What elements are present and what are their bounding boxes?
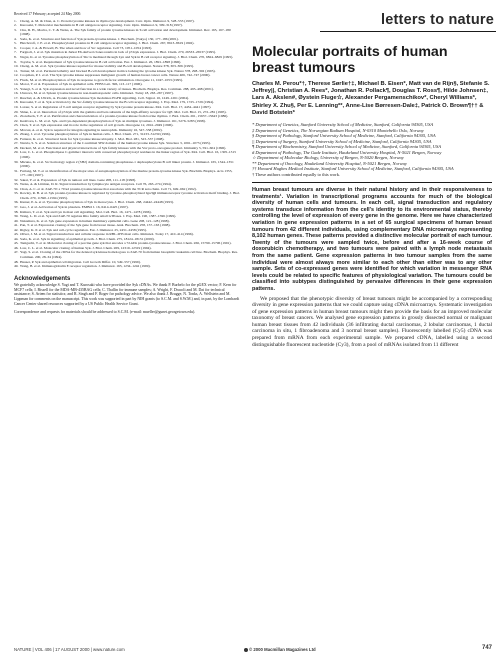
reference-text: Cooper, J. A. & Howell, B. The when and how of Src regulation. Cell 73, 1051–1054 (1993).	[20, 45, 153, 50]
affiliation-item: § Department of Pathology, Stanford University School of Medicine, Stanford, California 94305, USA	[252, 133, 436, 139]
reference-item	[14, 169, 240, 178]
reference-number: 45.	[14, 241, 19, 246]
reference-number: 36.	[14, 200, 19, 205]
reference-number: 44.	[14, 236, 19, 241]
reference-item	[14, 264, 240, 269]
reference-text: Weiss, A. & Littman, D. R. Signal transduction by lymphocyte antigen receptors. Cell 76, 263–274 (1994).	[20, 182, 172, 187]
affiliation-item: ** Department of Oncology, Haukeland University Hospital, N-5021 Bergen, Norway	[252, 160, 407, 166]
footer-publisher	[244, 647, 316, 652]
reference-number: 16.	[14, 91, 19, 96]
reference-number: 5.	[14, 41, 17, 46]
reference-number: 26.	[14, 136, 19, 141]
reference-number: 22.	[14, 118, 19, 123]
reference-number: 13.	[14, 77, 19, 82]
reference-number: 43.	[14, 232, 19, 237]
reference-text: Chu, D. H., Morita, C. T. & Weiss, A. The Syk family of protein tyrosine kinases in T-cell activation and development. Immunol. Rev. 165, 167–180 (1998).	[20, 27, 231, 37]
reference-number: 8.	[14, 54, 17, 59]
article-column	[252, 44, 492, 636]
reference-number: 28.	[14, 145, 19, 150]
reference-text: Gao, J. et al. Activation of Syk in platelets. EMBO J. 16, 6414–6425 (1997).	[20, 205, 129, 210]
reference-number: 11.	[14, 68, 19, 73]
reference-text: Nagai, K. et al. Tyrosine phosphorylation of Shc is mediated through Lyn and Syk in B cell receptor signaling. J. Biol. Chem. 270, 6824–6829 (1995).	[20, 54, 234, 59]
acknowledgements-text: We gratefully acknowledge S. Yagi and T. Kurosaki who have provided the Syk cDNAs. We thank P. Burbelo for the pGEX vector; F. Kern for MCF7 cells; I. Bissell for the MDA-MB-435BAG cells; C. Thallin for immune samples; A. Wright, F. Dracoli and M. Dai for technical assistance; S. Artem for statistics; and R. Singh and F. Roger for pathology advice. We also thank J. Brugge, N. Tonks, A. Wellstein and M. Lippman for comments on the manuscript. This work was supported in part by NIH grants (to S.C.M. and S.W.M.) and, in part, by the Lombardi Cancer Center shared resources supported by a US Public Health Service Grant.	[14, 282, 240, 307]
reference-text: Shiue, L. et al. Interaction of p72syk with the gamma and beta subunits of the high-affinity receptor for IgE. Mol. Cell. Biol. 15, 272–281 (1995).	[20, 109, 227, 114]
reference-text: Cheng, A. M. et al. Syk tyrosine kinase required for mouse viability and B-cell development. Nature 378, 303–306 (1995).	[20, 64, 195, 69]
reference-number: 42.	[14, 227, 19, 232]
reference-text: Deckert, M. et al. Functional and physical interactions of Syk family kinases with the Vav proto-oncogene product. Immunity 5, 591–604 (1996).	[20, 145, 227, 150]
reference-text: Wang, L. D. et al. Syk and ZAP-70 regulate Rho family small GTPases. J. Exp. Med. 190, 1587–1596 (1999).	[20, 214, 177, 219]
reference-number: 21.	[14, 114, 19, 119]
reference-number: 49.	[14, 264, 19, 269]
reference-text: Zioncheck, T. F. et al. Purification and characterization of a protein-tyrosine kinase from bovine thymus. J. Biol. Chem. 261, 15637–15643 (1986).	[20, 114, 229, 119]
reference-number: 39.	[14, 214, 19, 219]
reference-text: Sada, K. et al. Structure and function of Syk protein-tyrosine kinase. J. Biochem. (Tokyo) 130, 177–186 (2001).	[20, 36, 179, 41]
reference-number: 32.	[14, 177, 19, 182]
reference-number: 35.	[14, 191, 19, 196]
reference-text: Hauser, P. Syk and epithelial cell migration. Cell Growth Differ. 10, 549–557 (1999).	[20, 259, 141, 264]
reference-number: 3.	[14, 27, 17, 32]
reference-number: 30.	[14, 159, 19, 164]
reference-number: 33.	[14, 182, 19, 187]
reference-number: 25.	[14, 132, 19, 137]
reference-text: Zhang, J. et al. Tyrosine phosphorylation of Syk in human cells. J. Biol. Chem. 271, 31233–31239 (1996).	[20, 132, 171, 137]
reference-number: 7.	[14, 50, 17, 55]
reference-text: Yanagi, S. et al. Syk expression and novel function in a wide variety of tissues. Biochem. Biophys. Res. Commun. 288, 495–498 (2001).	[20, 86, 214, 91]
reference-text: Sakai, Y. et al. Expression of Syk in tumour cell lines. Gene 208, 111–118 (1998).	[20, 177, 137, 182]
reference-text: Ruschel, A. & Ullrich, A. Protein tyrosine kinase Syk modulates EGFR signalling. Cell. Signal. 16, 1249–1261 (2004).	[20, 95, 189, 100]
reference-text: Hutchcroft, J. E. et al. Phosphorylated proteins in B cell antigen receptor signaling. J. Biol. Chem. 267, 8613–8619 (1992).	[20, 41, 195, 46]
references-column	[14, 12, 240, 634]
reference-text: Turner, M. et al. Perinatal lethality and blocked B-cell development in mice lacking the tyrosine kinase Syk. Nature 378, 298–302 (1995).	[20, 68, 216, 73]
reference-text: Mizuno, K. et al. Src homology region 2 (SH2) domain-containing phosphatase-1 dephosphorylates B cell linker protein. J. Immunol. 165, 1344–1351 (2000).	[20, 159, 234, 169]
reference-item	[14, 150, 240, 159]
reference-number: 17.	[14, 95, 19, 100]
reference-number: 41.	[14, 223, 19, 228]
received-date: Received 17 February; accepted 24 May 2000.	[14, 12, 82, 16]
acknowledgements-heading: Acknowledgements	[14, 275, 71, 282]
reference-text: Rowley, R. B. et al. Syk protein-tyrosine kinase is regulated by tyrosine-phosphorylated Igα/Igβ immunoreceptor tyrosine activation motif binding. J. Biol. Chem. 270, 11590–11594 (1995).	[20, 191, 240, 200]
reference-text: Law, C. L. et al. Molecular cloning of human Syk. J. Biol. Chem. 269, 12310–12319 (1994).	[20, 245, 152, 250]
reference-number: 29.	[14, 150, 19, 155]
reference-text: Kurosaki, T. et al. Syk activation by the Src-family tyrosine kinase in the B cell receptor signaling. J. Exp. Med. 179, 1725–1729 (1994).	[20, 100, 215, 105]
reference-text: Kurosaki, T. Molecular mechanisms in B cell antigen receptor signaling. Curr. Opin. Immunol. 9, 309–318 (1997).	[20, 23, 183, 28]
reference-text: Keshvara, L. M. et al. Syk- and Lyn-dependent phosphorylation of Syk on multiple tyrosines. J. Immunol. 161, 5276–5283 (1998).	[20, 118, 206, 123]
reference-number: 48.	[14, 259, 19, 264]
equal-contribution-note: † These authors contributed equally to this work.	[252, 171, 341, 177]
reference-text: Kiener, P. A. et al. Tyrosine phosphorylation of Syk in monocytes. J. Biol. Chem. 268, 24442–24448 (1993).	[20, 200, 174, 205]
reference-text: Latour, S. et al. Regulation of T-cell antigen receptor signalling by Syk tyrosine protein kinase. Mol. Cell. Biol. 17, 4434–4441 (1997).	[20, 104, 212, 109]
reference-text: Fluck, M. et al. Phosphorylation of Syk in response to growth factor stimulation. Oncogene 11, 1047–1053 (1995).	[20, 77, 184, 82]
reference-text: Nakamura, K. et al. Syk gene expression in human mammary epithelial cells. Gene 208, 121–128 (1998).	[20, 218, 170, 223]
reference-text: Toyabe, S. et al. Requirement of Syk tyrosine kinase in B cell activation. Eur. J. Immunol. 26, 1891–1898 (1996).	[20, 59, 182, 64]
reference-text: Moroi, Y. et al. Expression of Syk in epithelial cells. FEBS Lett. 396, 113–117 (1996).	[20, 82, 143, 87]
reference-number: 12.	[14, 73, 19, 78]
affiliation-item: * Department of Genetics, Stanford University School of Medicine, Stanford, California 94305, USA	[252, 122, 434, 128]
reference-number: 38.	[14, 209, 19, 214]
correspondence-note: Correspondence and requests for materials should be addressed to S.C.M. (e-mail: mueller@gunet.georgetown.edu).	[14, 310, 196, 315]
reference-text: Sada, K. et al. Syk in signalling of epithelial growth. J. Biol. Chem. 275, 18124–18131 (2000).	[20, 236, 155, 241]
reference-number: 47.	[14, 250, 19, 255]
reference-text: Coopman, P. J. et al. The Syk tyrosine kinase suppresses malignant growth of human breast cancer cells. Nature 406, 742–747 (2000).	[20, 73, 211, 78]
reference-text: Kimura, T. et al. Syk and Lyn in mast cell signalling. Mol. Cell. Biol. 16, 1471–1478 (1996).	[20, 209, 152, 214]
page-footer	[14, 645, 492, 655]
reference-number: 6.	[14, 45, 17, 50]
affiliation-item: || Department of Surgery, Stanford University School of Medicine, Stanford, California 94305, USA	[252, 138, 432, 144]
reference-text: Cheng, A. M. & Chan, A. C. Protein tyrosine kinases in thymocyte development. Curr. Opin. Immunol. 9, 528–533 (1997).	[20, 18, 195, 23]
reference-text: Oliver, J. M. et al. Signal transduction and cellular response in RBL-2H3 mast cells. Immunol. Today 17, 410–414 (1996).	[20, 232, 194, 237]
publisher-logo-icon	[244, 648, 248, 652]
divider	[252, 182, 492, 183]
reference-text: Yagi, S. et al. Cloning of the cDNA for the deleted syk kinase homologous to ZAP-70 from human basophilic leukemia cell line. Biochem. Biophys. Res. Commun. 200, 28–34 (1994).	[20, 250, 238, 260]
reference-text: Ulanova, M. et al. Spleen tyrosine kinase in non-haematopoietic cells. Immunol. Today 18, 263–267 (1997).	[20, 91, 174, 96]
reference-item	[14, 250, 240, 259]
reference-text: Fargnoli, J. et al. Syk mutation in Jurkat E6-derived clones results in lack of p72syk expression. J. Biol. Chem. 270, 26533–26537 (1995).	[20, 50, 216, 55]
reference-number: 15.	[14, 86, 19, 91]
section-header	[320, 11, 496, 32]
reference-number: 20.	[14, 109, 19, 114]
reference-text: Narula, S. S. et al. Solution structure of the C-terminal SH2 domain of the human tyrosine kinase Syk. Structure 3, 1061–1073 (1995).	[20, 141, 211, 146]
reference-number: 46.	[14, 245, 19, 250]
reference-number: 14.	[14, 82, 19, 87]
reference-number: 31.	[14, 168, 19, 173]
reference-number: 37.	[14, 205, 19, 210]
reference-item	[14, 160, 240, 169]
affiliation-item: ☆ Department of Molecular Biology, University of Bergen, N-5020 Bergen, Norway	[252, 155, 404, 161]
reference-item	[14, 191, 240, 200]
reference-number: 4.	[14, 36, 17, 41]
reference-number: 23.	[14, 123, 19, 128]
reference-text: Chen, T. et al. Syk expression and its role in the regulation of cell growth. Oncogene 12, 2041–2049 (1996).	[20, 123, 174, 128]
page-number: 747	[481, 645, 492, 651]
footer-publisher-text: © 2000 Macmillan Magazines Ltd	[249, 647, 316, 652]
reference-text: Furlong, M. T. et al. Identification of the major sites of autophosphorylation of the murine protein-tyrosine kinase Syk. Biochim. Biophys. Acta 1355, 177–190 (1997).	[20, 168, 233, 178]
reference-text: Law, C. L. et al. Phospholipase C-gamma1 interacts with conserved phosphotyrosyl residues in the linker region of Syk. Mol. Cell. Biol. 16, 1305–1315 (1996).	[20, 150, 237, 159]
reference-number: 24.	[14, 127, 19, 132]
reference-text: Chan, A. C. et al. ZAP-70: a 70 kd protein-tyrosine kinase that associates with the TCR zeta chain. Cell 71, 649–662 (1992).	[20, 186, 197, 191]
reference-number: 40.	[14, 218, 19, 223]
affiliation-item: †† Howard Hughes Medical Institute, Stanford University School of Medicine, Stanford, California 94305, USA	[252, 166, 454, 172]
reference-text: Futterer, K. et al. Structural basis for Syk tyrosine kinase ubiquity. J. Mol. Biol. 281, 523–537 (1998).	[20, 136, 165, 141]
reference-number: 19.	[14, 104, 19, 109]
affiliation-item: # Department of Pathology, The Gade Institute, Haukeland University Hospital, N-5021 Bergen, Norway	[252, 149, 442, 155]
author-list: Charles M. Perou*†, Therese Sørlie†‡, Michael B. Eisen*, Matt van de Rijn§, Stefanie S. Jeffrey||, Christian A. Rees*, Jonathan R. Pollack¶, Douglas T. Ross¶, Hilde Johnsen‡, Lars A. Akslen#, Øystein Fluge☆, Alexander Pergamenschikov*, Cheryl Williams*, Shirley X. Zhu§, Per E. Lønning**, Anne-Lise Børresen-Dale‡, Patrick O. Brown¶†† & David Botstein*	[252, 81, 490, 116]
section-title: letters to nature	[381, 12, 494, 28]
reference-list	[14, 19, 240, 269]
reference-number: 27.	[14, 141, 19, 146]
affiliation-list	[252, 122, 492, 172]
body-paragraph: We proposed that the phenotypic diversity of breast tumours might be accompanied by a corresponding diversity in gene expression patterns that we could capture using cDNA microarrays. Systematic investigation of gene expression patterns in human breast tumours might then provide the basis for an improved molecular taxonomy of breast cancers. We analysed gene expression patterns in grossly dissected normal or malignant human breast tissues from 42 individuals (36 infiltrating ductal carcinomas, 2 lobular carcinomas, 1 ductal carcinoma in situ, 1 fibroadenoma and 3 normal breast samples). Fluorescently labelled (Cy5) cDNA was prepared from mRNA from each experimental sample. We prepared cDNA, labelled using a second distinguishable fluorescent nucleotide (Cy3), from a pool of mRNAs isolated from 11 different	[252, 295, 492, 348]
footer-journal: NATURE | VOL 406 | 17 AUGUST 2000 | www.nature.com	[14, 647, 125, 652]
reference-text: Wang, B. et al. Immunoglobulin E receptor regulation. J. Immunol. 163, 1234–1242 (1999).	[20, 264, 151, 269]
reference-number: 10.	[14, 64, 19, 69]
abstract: Human breast tumours are diverse in their natural history and in their responsiveness to treatments¹. Variation in transcriptional programs accounts for much of the biological diversity of human cells and tumours. In each cell, signal transduction and regulatory systems transduce information from the cell's identity to its environmental status, thereby controlling the level of expression of every gene in the genome. Here we have characterized variation in gene expression patterns in a set of 65 surgical specimens of human breast tumours from 42 different individuals, using complementary DNA microarrays representing 8,102 human genes. These patterns provided a distinctive molecular portrait of each tumour. Twenty of the tumours were sampled twice, before and after a 16-week course of doxorubicin chemotherapy, and two tumours were paired with a lymph node metastasis from the same patient. Gene expression patterns in two tumour samples from the same individual were almost always more similar to each other than either was to any other sample. Sets of co-expressed genes were identified for which variation in messenger RNA levels could be related to specific features of physiological variation. The tumours could be classified into subtypes distinguished by pervasive differences in their gene expression patterns.	[252, 187, 492, 292]
reference-number: 18.	[14, 100, 19, 105]
reference-number: 1.	[14, 18, 17, 23]
reference-item	[14, 28, 240, 37]
reference-text: Mócsai, A. et al. Syk is required for integrin signaling in neutrophils. Immunity 16, 547–558 (2002).	[20, 127, 163, 132]
reference-text: Taniguchi, T. et al. Molecular cloning of a porcine gene syk that encodes a 72-kDa protein-tyrosine kinase. J. Biol. Chem. 266, 15790–15796 (1991).	[20, 241, 232, 246]
reference-text: Rigley, K. P. et al. Syk and cell-cycle regulation. Eur. J. Immunol. 25, 2451–2458 (1995).	[20, 227, 147, 232]
article-title: Molecular portraits of human breast tumours	[252, 44, 448, 76]
affiliation-item: ‡ Department of Genetics, The Norwegian Radium Hospital, N-0310 Montebello Oslo, Norway	[252, 127, 424, 133]
affiliation-item: ¶ Department of Biochemistry, Stanford University School of Medicine, Stanford, California 94305, USA	[252, 144, 441, 150]
reference-number: 34.	[14, 186, 19, 191]
reference-number: 2.	[14, 23, 17, 28]
reference-number: 9.	[14, 59, 17, 64]
reference-text: Pan, T. et al. Expression cloning of the Syk gene from breast tissue. Anal. Biochem. 258, 157–163 (1998).	[20, 223, 171, 228]
